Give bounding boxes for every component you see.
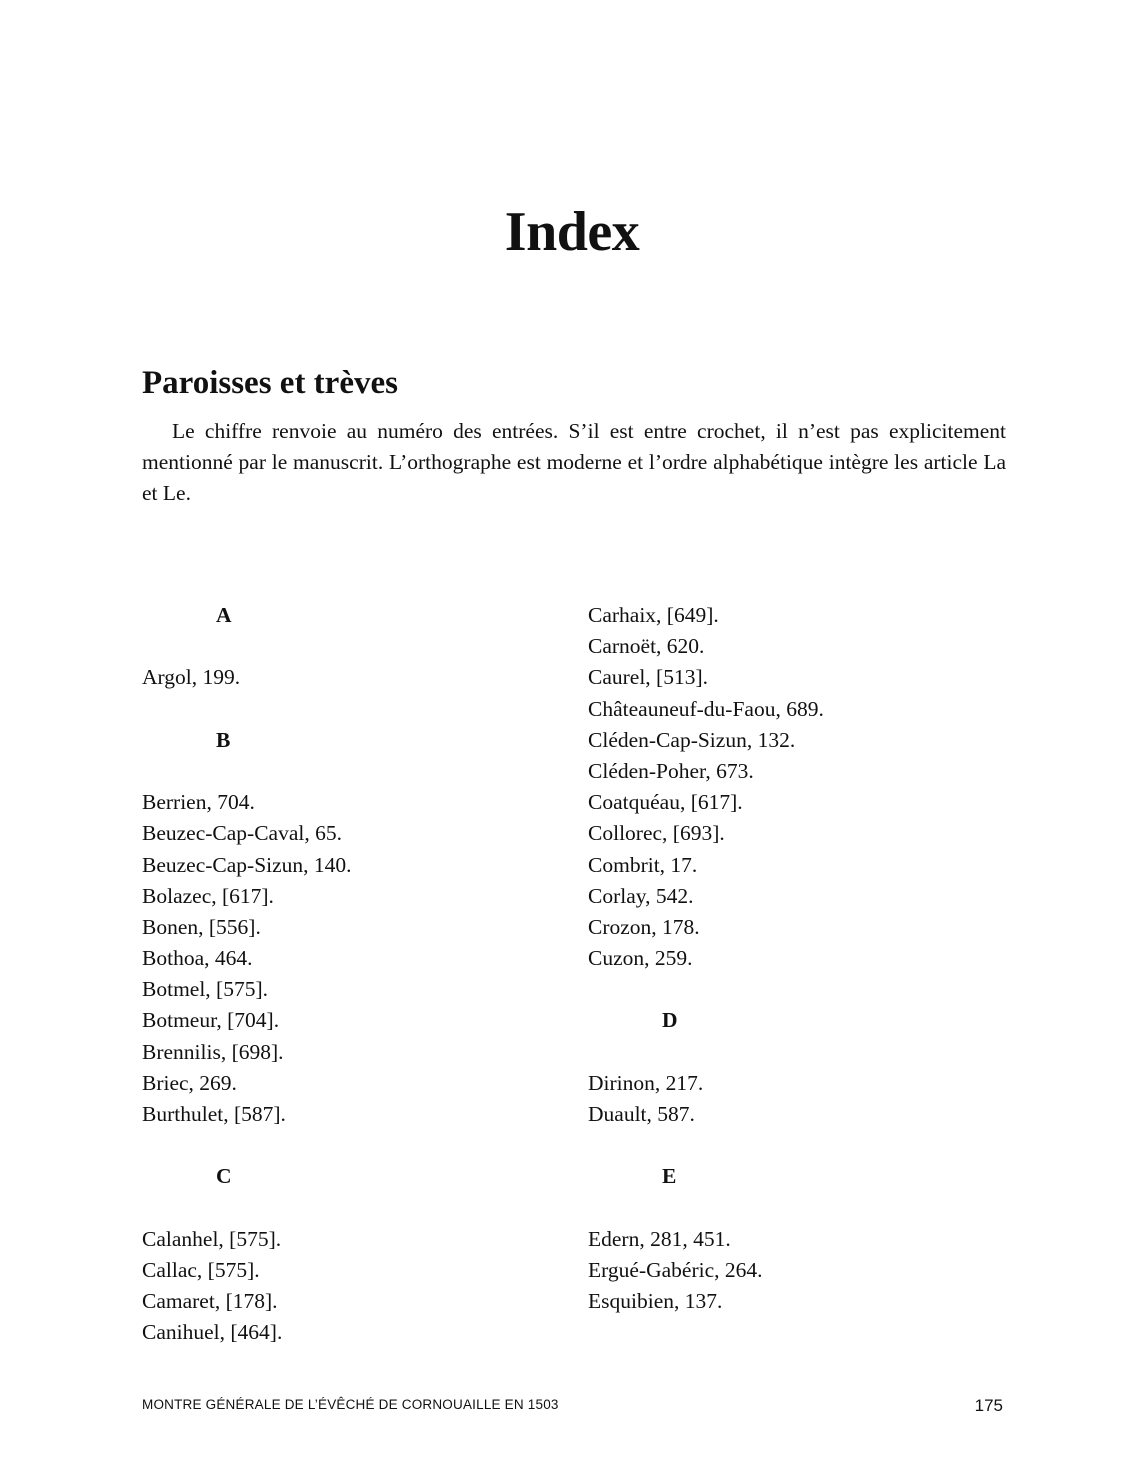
spacer bbox=[588, 1193, 1008, 1224]
page-number: 175 bbox=[974, 1396, 1003, 1415]
index-entry: Esquibien, 137. bbox=[588, 1289, 723, 1314]
index-column-left bbox=[142, 600, 562, 1349]
index-entry: Beuzec-Cap-Sizun, 140. bbox=[142, 852, 352, 877]
index-entry: Bonen, [556]. bbox=[142, 914, 261, 939]
spacer bbox=[142, 694, 562, 725]
index-entry: Cuzon, 259. bbox=[588, 946, 693, 971]
index-entry: Brennilis, [698]. bbox=[142, 1039, 284, 1064]
index-letter-heading: D bbox=[662, 1008, 678, 1033]
intro-paragraph: Le chiffre renvoie au numéro des entrées. S’il est entre crochet, il n’est pas explicitement mentionné par le manuscrit. L’orthographe est moderne et l’ordre alphabétique intègre les article La et Le. bbox=[142, 419, 1006, 506]
spacer bbox=[142, 756, 562, 787]
index-entry: Carhaix, [649]. bbox=[588, 603, 719, 627]
index-entry: Canihuel, [464]. bbox=[142, 1320, 283, 1345]
index-column-right bbox=[588, 600, 1008, 1317]
spacer bbox=[142, 1193, 562, 1224]
index-entry: Burthulet, [587]. bbox=[142, 1102, 286, 1126]
index-letter-heading: E bbox=[662, 1164, 677, 1189]
index-entry: Collorec, [693]. bbox=[588, 821, 725, 846]
index-entry: Caurel, [513]. bbox=[588, 665, 709, 690]
index-entry: Bolazec, [617]. bbox=[142, 883, 274, 908]
section-title: Paroisses et trèves bbox=[142, 365, 398, 401]
index-entry: Briec, 269. bbox=[142, 1070, 237, 1095]
index-entry: Calanhel, [575]. bbox=[142, 1226, 282, 1251]
index-entry: Edern, 281, 451. bbox=[588, 1226, 731, 1251]
index-entry: Combrit, 17. bbox=[588, 852, 698, 877]
index-entry: Carnoët, 620. bbox=[588, 634, 705, 659]
index-letter-heading: A bbox=[216, 603, 232, 627]
index-entry: Duault, 587. bbox=[588, 1102, 695, 1126]
index-entry: Cléden-Poher, 673. bbox=[588, 758, 754, 783]
index-entry: Bothoa, 464. bbox=[142, 946, 253, 971]
index-entry: Châteauneuf-du-Faou, 689. bbox=[588, 696, 824, 721]
index-entry: Corlay, 542. bbox=[588, 883, 694, 908]
spacer bbox=[588, 974, 1008, 1005]
index-entry: Botmel, [575]. bbox=[142, 977, 268, 1002]
spacer bbox=[142, 1130, 562, 1161]
index-letter-heading: B bbox=[216, 727, 231, 752]
index-entry: Coatquéau, [617]. bbox=[588, 790, 743, 815]
spacer bbox=[142, 631, 562, 662]
index-entry: Camaret, [178]. bbox=[142, 1289, 278, 1314]
spacer bbox=[588, 1037, 1008, 1068]
index-entry: Beuzec-Cap-Caval, 65. bbox=[142, 821, 342, 846]
index-entry: Dirinon, 217. bbox=[588, 1070, 704, 1095]
index-entry: Botmeur, [704]. bbox=[142, 1008, 280, 1033]
index-letter-heading: C bbox=[216, 1164, 232, 1189]
index-entry: Cléden-Cap-Sizun, 132. bbox=[588, 727, 796, 752]
index-entry: Crozon, 178. bbox=[588, 914, 700, 939]
index-entry: Callac, [575]. bbox=[142, 1257, 260, 1282]
page-title: Index bbox=[504, 201, 640, 263]
index-entry: Ergué-Gabéric, 264. bbox=[588, 1257, 763, 1282]
index-entry: Argol, 199. bbox=[142, 665, 241, 690]
footer-book-title: MONTRE GÉNÉRALE DE L’ÉVÊCHÉ DE CORNOUAILLE EN 1503 bbox=[142, 1397, 559, 1412]
spacer bbox=[588, 1130, 1008, 1161]
index-entry: Berrien, 704. bbox=[142, 790, 255, 815]
